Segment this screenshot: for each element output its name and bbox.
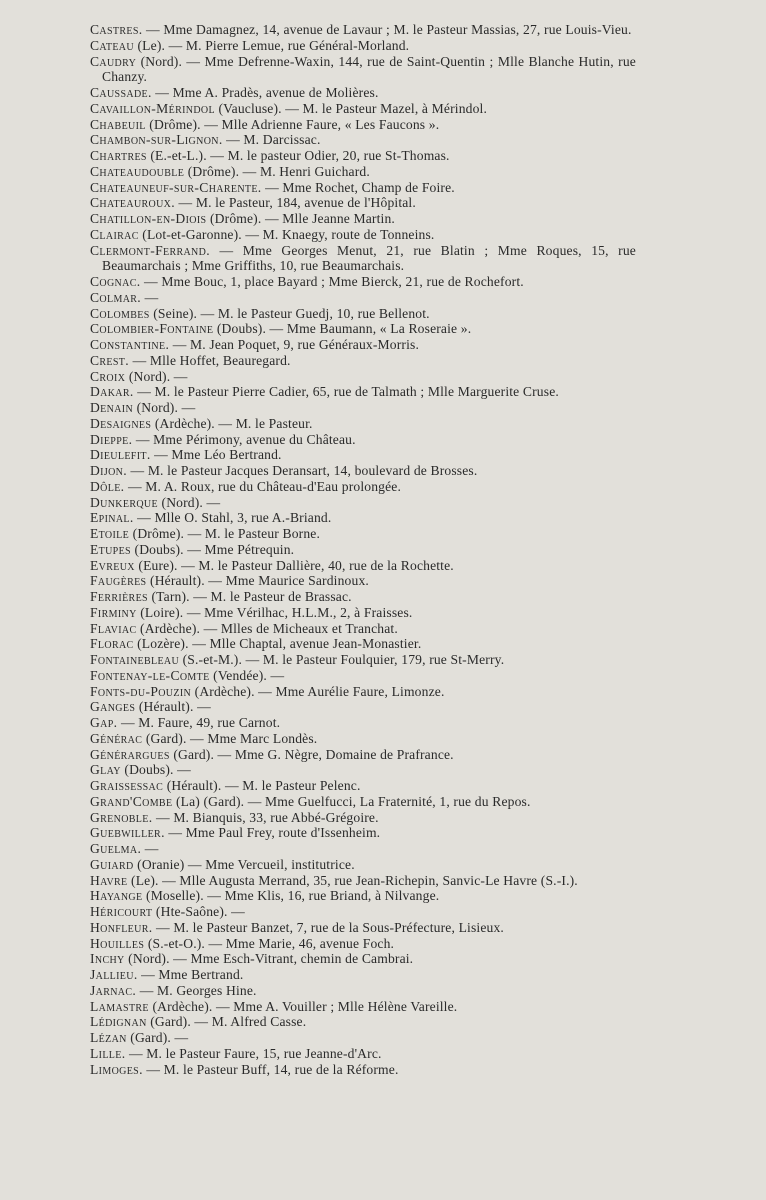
entry-place-name: Cateau [90, 37, 134, 53]
entry-place-name: Colombier-Fontaine [90, 321, 214, 337]
entry-details: (La) (Gard). — Mme Guelfucci, La Fraternité, 1, rue du Repos. [172, 793, 531, 809]
directory-entry [90, 668, 636, 684]
directory-entry [90, 778, 636, 794]
entry-details: (Hérault). — M. le Pasteur Pelenc. [163, 778, 361, 793]
entry-details: — Mme Damagnez, 14, avenue de Lavaur ; M. le Pasteur Massias, 27, rue Louis-Vieu. [142, 22, 632, 37]
entry-details: (Nord). — Mme Defrenne-Waxin, 144, rue de Saint-Quentin ; Mlle Blanche Hutin, rue Chanzy. [102, 53, 636, 85]
entry-details: (Le). — Mlle Augusta Merrand, 35, rue Jean-Richepin, Sanvic-Le Havre (S.-I.). [127, 872, 578, 888]
directory-entry [90, 1030, 636, 1046]
entry-details: (Vendée). — [209, 667, 285, 683]
directory-entry [90, 211, 636, 227]
directory-entry [90, 983, 636, 999]
entry-details: (Hérault). — Mme Maurice Sardinoux. [146, 573, 369, 589]
entry-details: (Drôme). — M. le Pasteur Borne. [129, 526, 321, 541]
directory-entry [90, 589, 636, 605]
directory-entry [90, 306, 636, 322]
directory-entry [90, 573, 636, 589]
entry-place-name: Etoile [90, 526, 130, 541]
directory-entry [90, 1014, 636, 1030]
entry-place-name: Denain [90, 400, 134, 415]
entry-place-name: Constantine. [90, 337, 170, 352]
entry-details: — M. le Pasteur Banzet, 7, rue de la Sous-Préfecture, Lisieux. [152, 919, 504, 935]
entry-details: (S.-et-M.). — M. le Pasteur Foulquier, 179, rue St-Merry. [179, 652, 505, 667]
entry-place-name: Epinal. [90, 510, 134, 526]
entry-place-name: Inchy [90, 951, 125, 967]
entry-place-name: Dieppe. [90, 431, 133, 447]
entry-details: (Gard). — M. Alfred Casse. [146, 1014, 307, 1030]
entry-details: (Tarn). — M. le Pasteur de Brassac. [147, 589, 352, 604]
entry-details: (Nord). — Mme Esch-Vitrant, chemin de Cambrai. [124, 951, 414, 967]
entry-place-name: Grand'Combe [90, 793, 173, 809]
entry-details: (Lozère). — Mlle Chaptal, avenue Jean-Monastier. [133, 636, 422, 652]
entry-details: (Eure). — M. le Pasteur Dallière, 40, rue de la Rochette. [134, 557, 454, 573]
entry-place-name: Firminy [90, 604, 137, 620]
entry-place-name: Grenoble. [90, 809, 153, 825]
entry-place-name: Clairac [90, 226, 139, 242]
entry-place-name: Clermont-Ferrand. [90, 242, 210, 258]
entry-place-name: Guiard [90, 856, 134, 872]
entry-place-name: Chateaudouble [90, 163, 185, 179]
entry-details: — Mlle Hoffet, Beauregard. [129, 352, 291, 368]
entry-place-name: Caudry [90, 53, 137, 69]
entry-place-name: Chambon-sur-Lignon. [90, 132, 223, 148]
entry-place-name: Cavaillon-Mérindol [90, 100, 215, 116]
directory-entry [90, 463, 636, 479]
directory-entry [90, 636, 636, 652]
directory-entry [90, 495, 636, 511]
entry-details: — [141, 841, 159, 856]
entry-place-name: Gap. [90, 715, 118, 730]
directory-entry [90, 1062, 636, 1078]
entry-details: (Doubs). — [120, 762, 191, 778]
entry-details: (Gard). — Mme G. Nègre, Domaine de Prafrance. [169, 746, 454, 762]
entry-place-name: Chabeuil [90, 116, 146, 132]
directory-entry [90, 652, 636, 668]
entry-place-name: Etupes [90, 541, 131, 557]
entry-place-name: Ferrières [90, 589, 148, 604]
entry-place-name: Guebwiller. [90, 825, 165, 841]
entry-details: — Mme Bouc, 1, place Bayard ; Mme Bierck, 21, rue de Rochefort. [140, 274, 524, 289]
directory-entry [90, 38, 636, 54]
directory-entry [90, 825, 636, 841]
directory-entry [90, 747, 636, 763]
entry-place-name: Castres. [90, 22, 143, 37]
entry-details: (S.-et-O.). — Mme Marie, 46, avenue Foch. [144, 935, 395, 951]
entry-details: (Hérault). — [135, 699, 211, 715]
entry-details: (Nord). — [133, 400, 196, 415]
directory-entry [90, 542, 636, 558]
entry-place-name: Chatillon-en-Diois [90, 211, 207, 226]
directory-entry [90, 1046, 636, 1062]
directory-entry [90, 526, 636, 542]
entry-place-name: Dakar. [90, 384, 134, 400]
entry-details: (Ardèche). — Mme Aurélie Faure, Limonze. [191, 683, 445, 699]
entry-details: — M. Darcissac. [222, 132, 321, 148]
entry-place-name: Caussade. [90, 85, 152, 100]
entry-place-name: Crest. [90, 352, 130, 368]
directory-entry [90, 888, 636, 904]
directory-entry [90, 731, 636, 747]
entry-details: — M. Jean Poquet, 9, rue Généraux-Morris. [169, 337, 420, 352]
entry-details: (Drôme). — M. Henri Guichard. [184, 163, 370, 179]
entry-details: (Drôme). — Mlle Jeanne Martin. [206, 211, 395, 226]
directory-entry [90, 558, 636, 574]
entry-details: — Mme Rochet, Champ de Foire. [261, 179, 455, 195]
directory-entry [90, 621, 636, 637]
directory-entry [90, 432, 636, 448]
entry-place-name: Lamastre [90, 998, 149, 1014]
entry-place-name: Limoges. [90, 1061, 143, 1077]
entry-details: (Ardèche). — M. le Pasteur. [151, 415, 313, 431]
directory-entry [90, 762, 636, 778]
directory-entry [90, 873, 636, 889]
directory-entry [90, 794, 636, 810]
entry-place-name: Faugères [90, 573, 147, 589]
entry-place-name: Desaignes [90, 415, 152, 431]
entry-details: — Mme Bertrand. [137, 967, 244, 982]
entry-place-name: Fonts-du-Pouzin [90, 683, 192, 699]
entry-details: — M. le Pasteur Faure, 15, rue Jeanne-d'Arc. [125, 1045, 382, 1061]
entry-place-name: Flaviac [90, 620, 137, 636]
directory-entry [90, 447, 636, 463]
entry-details: (Vaucluse). — M. le Pasteur Mazel, à Mérindol. [214, 100, 488, 116]
entry-place-name: Croix [90, 368, 126, 384]
entry-details: (Nord). — [125, 368, 188, 384]
directory-entry [90, 290, 636, 306]
entry-place-name: Graissessac [90, 778, 164, 793]
entry-details: — Mme Périmony, avenue du Château. [132, 431, 356, 447]
directory-entry [90, 416, 636, 432]
entry-place-name: Lédignan [90, 1014, 147, 1030]
directory-entry [90, 117, 636, 133]
entry-details: — M. le Pasteur Jacques Deransart, 14, boulevard de Brosses. [126, 463, 478, 478]
entry-place-name: Fontainebleau [90, 652, 180, 667]
entry-details: — M. Georges Hine. [136, 982, 257, 998]
entry-details: — M. A. Roux, rue du Château-d'Eau prolongée. [124, 478, 402, 494]
entry-details: (Loire). — Mme Vérilhac, H.L.M., 2, à Fraisses. [136, 604, 413, 620]
entry-details: (Ardèche). — Mme A. Vouiller ; Mlle Hélène Vareille. [148, 998, 458, 1014]
entry-place-name: Chartres [90, 148, 147, 163]
entry-place-name: Cognac. [90, 274, 141, 289]
entry-place-name: Dunkerque [90, 494, 158, 510]
entry-place-name: Ganges [90, 699, 136, 715]
entry-place-name: Fontenay-le-Comte [90, 667, 210, 683]
directory-entry [90, 85, 636, 101]
entry-details: — Mme Georges Menut, 21, rue Blatin ; Mme Roques, 15, rue Beaumarchais ; Mme Griffiths, 10, rue Beaumarchais. [102, 242, 636, 274]
entry-place-name: Colombes [90, 305, 150, 321]
entry-place-name: Evreux [90, 557, 135, 573]
directory-entry [90, 243, 636, 275]
entry-place-name: Glay [90, 762, 121, 778]
entry-place-name: Chateauroux. [90, 195, 175, 211]
directory-entry [90, 699, 636, 715]
entry-place-name: Guelma. [90, 841, 142, 856]
entry-place-name: Lézan [90, 1030, 127, 1045]
entry-place-name: Houilles [90, 935, 145, 951]
entry-details: (Nord). — [157, 494, 221, 510]
entry-details: — Mme Léo Bertrand. [150, 447, 282, 463]
entry-place-name: Jarnac. [90, 982, 137, 998]
directory-entry [90, 369, 636, 385]
entry-details: — M. le Pasteur, 184, avenue de l'Hôpital. [175, 195, 416, 211]
directory-entry [90, 22, 636, 38]
entry-place-name: Dôle. [90, 478, 125, 494]
entry-place-name: Hayange [90, 888, 143, 904]
entry-place-name: Générac [90, 730, 143, 746]
entry-details: — M. le Pasteur Buff, 14, rue de la Réforme. [142, 1061, 399, 1077]
directory-entry [90, 605, 636, 621]
directory-entry [90, 400, 636, 416]
entry-details: (Doubs). — Mme Pétrequin. [130, 541, 295, 557]
entry-details: (Ardèche). — Mlles de Micheaux et Tranchat. [136, 620, 398, 636]
directory-entry [90, 164, 636, 180]
entry-place-name: Florac [90, 636, 134, 652]
directory-entry [90, 180, 636, 196]
entry-details: (Seine). — M. le Pasteur Guedj, 10, rue Bellenot. [149, 305, 430, 321]
entry-details: (E.-et-L.). — M. le pasteur Odier, 20, rue St-Thomas. [146, 148, 450, 163]
entry-details: (Drôme). — Mlle Adrienne Faure, « Les Faucons ». [145, 116, 440, 132]
entry-details: (Oranie) — Mme Vercueil, institutrice. [133, 856, 355, 872]
directory-entry [90, 904, 636, 920]
entry-place-name: Héricourt [90, 904, 153, 919]
directory-entry [90, 999, 636, 1015]
directory-entry [90, 384, 636, 400]
directory-entry [90, 337, 636, 353]
entry-place-name: Honfleur. [90, 919, 153, 935]
entry-details: — M. Faure, 49, rue Carnot. [117, 715, 281, 730]
entry-details: (Gard). — Mme Marc Londès. [142, 730, 318, 746]
entry-details: (Moselle). — Mme Klis, 16, rue Briand, à Nilvange. [142, 888, 440, 904]
entry-place-name: Colmar. [90, 289, 142, 305]
directory-entry [90, 684, 636, 700]
entry-place-name: Dieulefit. [90, 447, 151, 463]
entry-details: (Gard). — [126, 1030, 189, 1045]
directory-entry [90, 195, 636, 211]
directory-entry [90, 101, 636, 117]
directory-entry [90, 321, 636, 337]
directory-entry [90, 510, 636, 526]
directory-entry [90, 715, 636, 731]
directory-entry [90, 54, 636, 86]
entry-details: (Lot-et-Garonne). — M. Knaegy, route de Tonneins. [138, 226, 435, 242]
entry-details: (Hte-Saône). — [152, 904, 245, 919]
entry-place-name: Lille. [90, 1045, 126, 1061]
directory-entry [90, 967, 636, 983]
directory-entry [90, 132, 636, 148]
directory-entry [90, 810, 636, 826]
directory-entry [90, 920, 636, 936]
entry-place-name: Havre [90, 872, 128, 888]
entry-details: — Mme Paul Frey, route d'Issenheim. [164, 825, 381, 841]
entry-details: — [141, 289, 159, 305]
entry-details: (Doubs). — Mme Baumann, « La Roseraie ». [213, 321, 472, 337]
directory-entry [90, 951, 636, 967]
entry-place-name: Dijon. [90, 463, 127, 478]
entry-details: — M. le Pasteur Pierre Cadier, 65, rue de Talmath ; Mlle Marguerite Cruse. [133, 384, 559, 400]
entry-details: — Mlle O. Stahl, 3, rue A.-Briand. [133, 510, 332, 526]
entry-details: (Le). — M. Pierre Lemue, rue Général-Morland. [133, 37, 410, 53]
directory-entry [90, 841, 636, 857]
directory-entry [90, 227, 636, 243]
entry-details: — Mme A. Pradès, avenue de Molières. [151, 85, 379, 100]
directory-entry [90, 274, 636, 290]
entry-place-name: Chateauneuf-sur-Charente. [90, 179, 262, 195]
directory-entry [90, 479, 636, 495]
entry-details: — M. Bianquis, 33, rue Abbé-Grégoire. [152, 809, 379, 825]
entry-place-name: Jallieu. [90, 967, 138, 982]
directory-entry [90, 353, 636, 369]
entry-place-name: Générargues [90, 746, 170, 762]
directory-entry [90, 148, 636, 164]
directory-entry [90, 857, 636, 873]
directory-list [90, 22, 636, 1077]
directory-entry [90, 936, 636, 952]
